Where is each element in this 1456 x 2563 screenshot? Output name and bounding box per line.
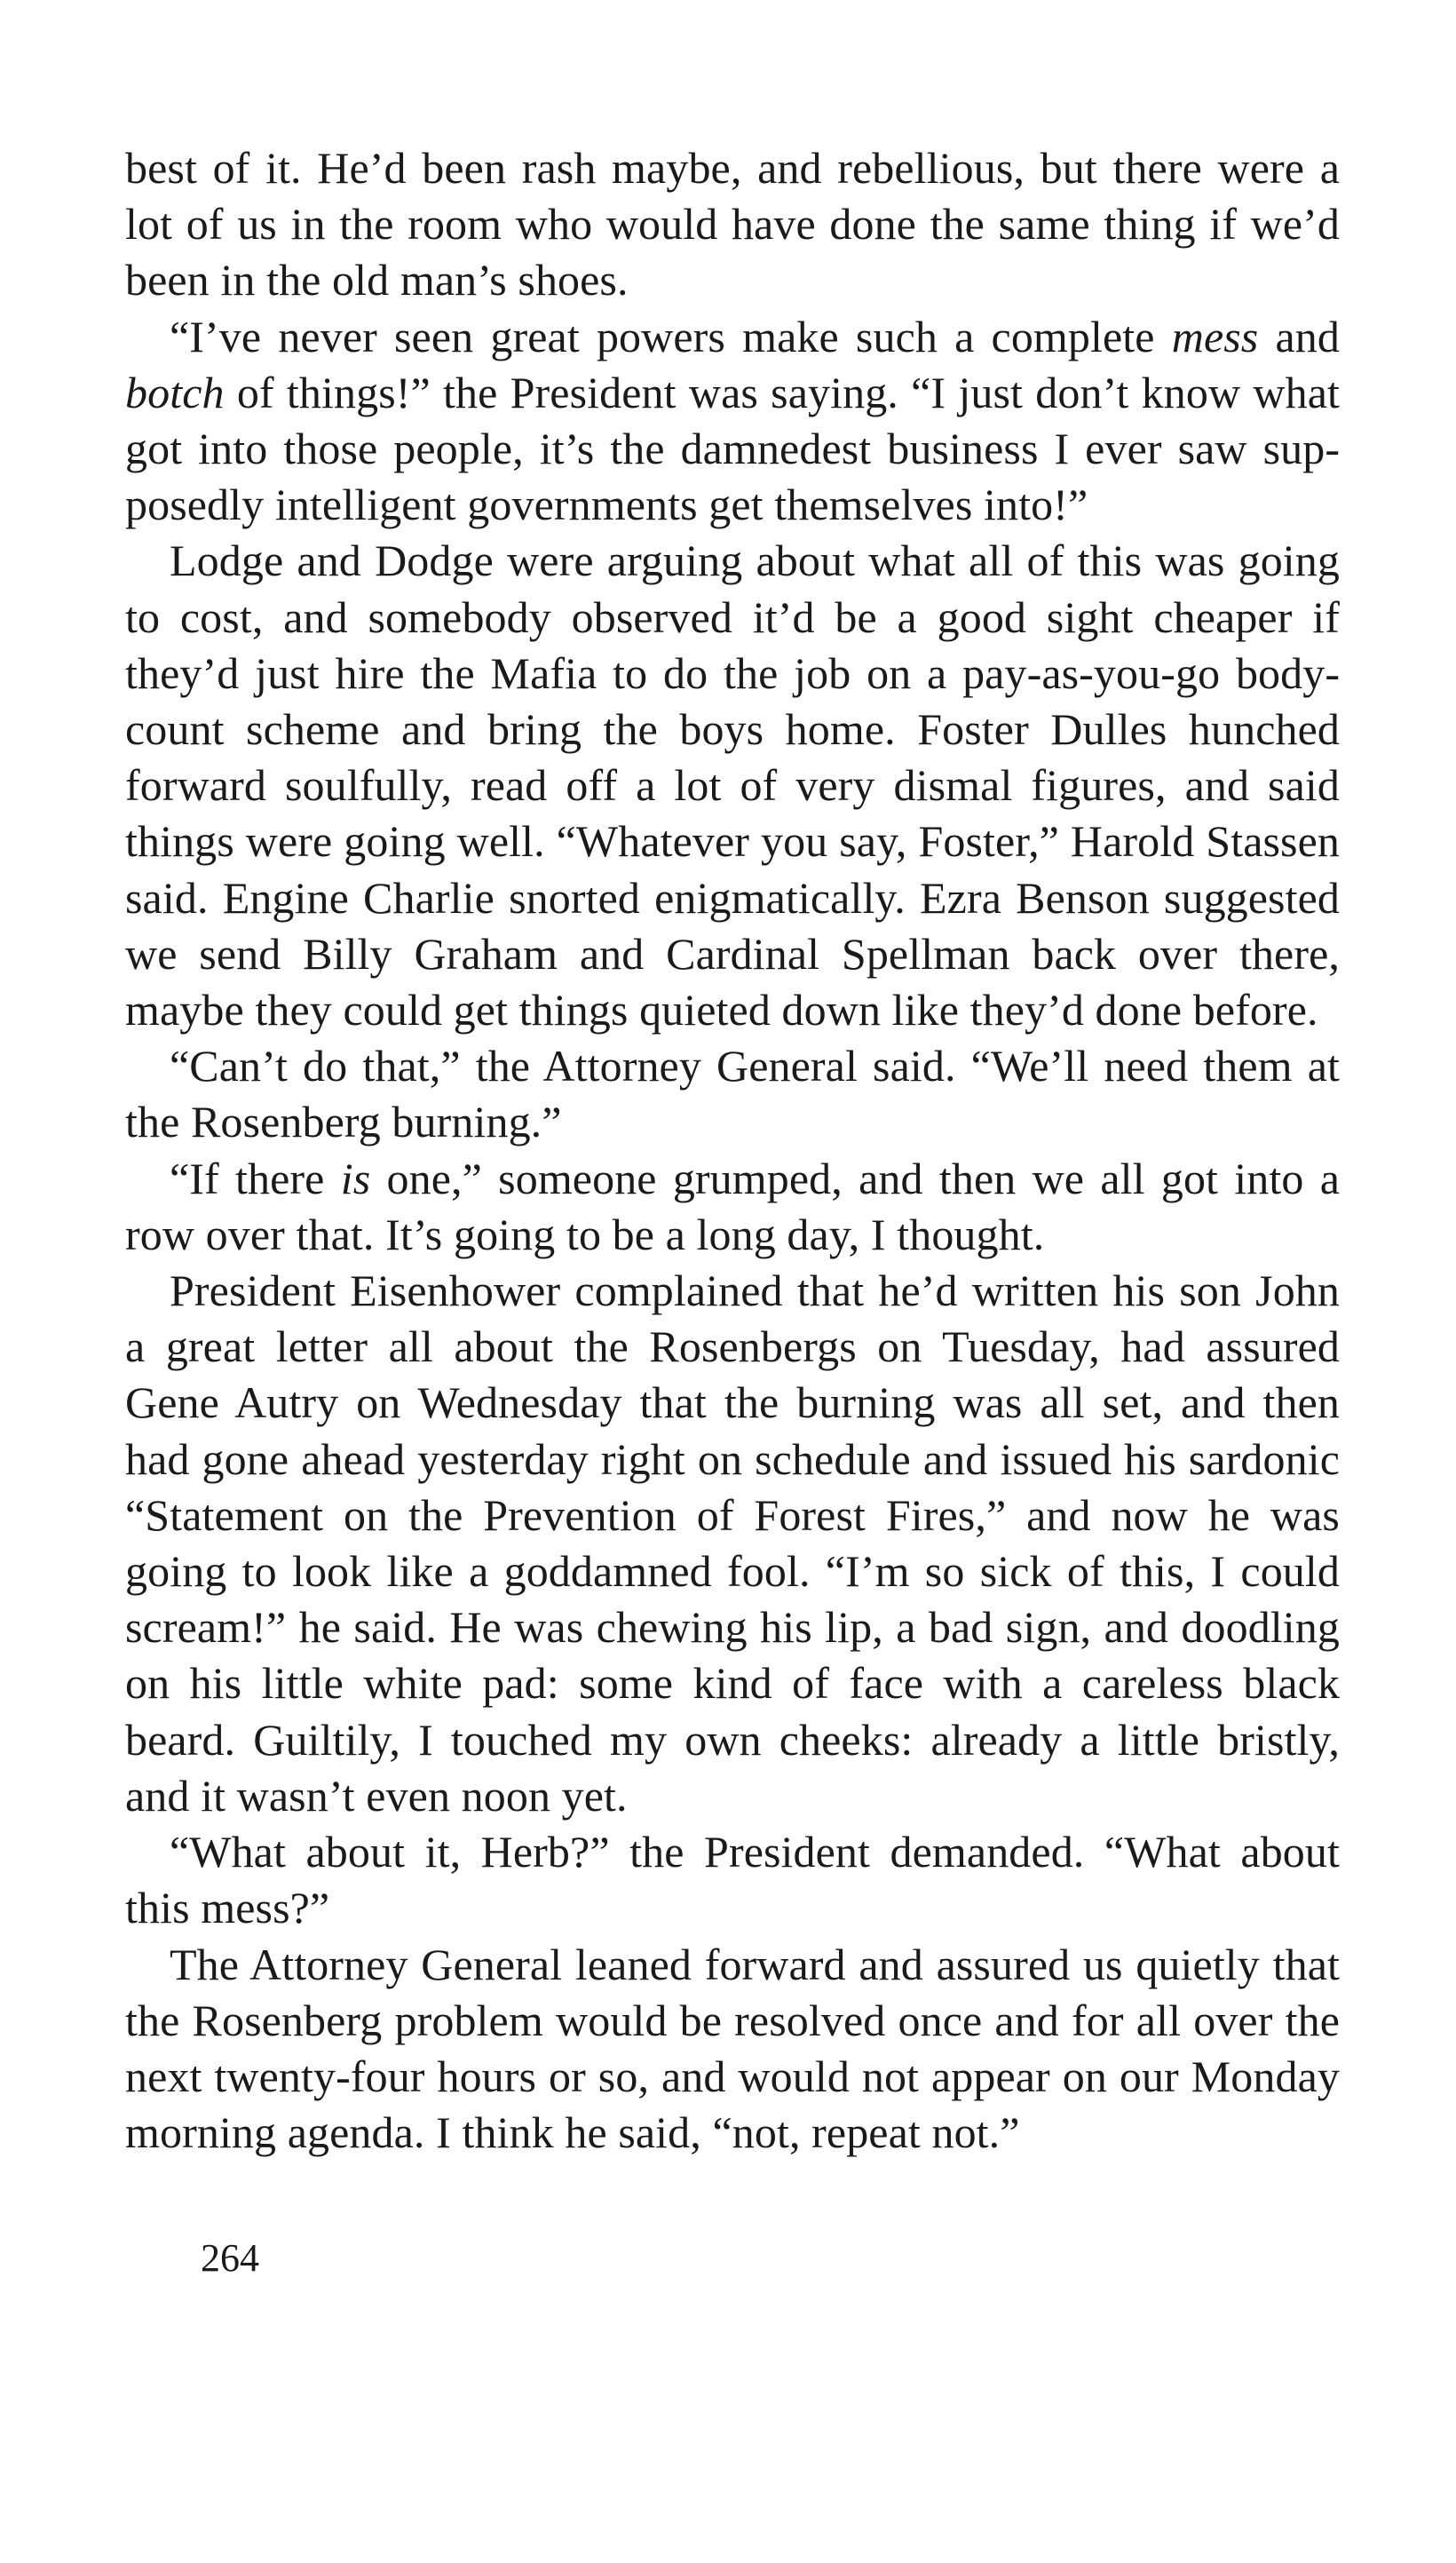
body-text xyxy=(125,140,1340,2161)
paragraph-8 xyxy=(125,1937,1340,2162)
paragraph-2-text-c: of things!” the President was saying. “I just don’t know what got into those people, it’s the damnedest business I ever saw supposedly intelligent governments get themselves into!” xyxy=(125,367,1340,530)
paragraph-6-text: President Eisenhower complained that he’d written his son John a great letter all about the Rosenbergs on Tuesday, had assured Gene Autry on Wednesday that the burning was all set, and then had gone ahead yesterday right on schedule and issued his sardonic “Statement on the Prevention of Forest Fires,” and now he was going to look like a goddamned fool. “I’m so sick of this, I could scream!” he said. He was chewing his lip, a bad sign, and doodling on his little white pad: some kind of face with a careless black beard. Guiltily, I touched my own cheeks: already a little bristly, and it wasn’t even noon yet. xyxy=(125,1266,1340,1821)
paragraph-7-text: “What about it, Herb?” the President demanded. “What about this mess?” xyxy=(125,1827,1340,1933)
paragraph-4-text: “Can’t do that,” the Attorney General said. “We’ll need them at the Rosenberg burning.” xyxy=(125,1041,1340,1147)
paragraph-2 xyxy=(125,309,1340,534)
paragraph-8-text: The Attorney General leaned forward and assured us quietly that the Rosenberg problem would be resolved once and for all over the next twenty-four hours or so, and would not appear on our Monday morning agenda. I think he said, “not, repeat not.” xyxy=(125,1939,1340,2158)
paragraph-2-text-a: “I’ve never seen great powers make such a complete xyxy=(170,311,1172,361)
paragraph-2-italic-mess: mess xyxy=(1171,311,1259,361)
paragraph-3-text: Lodge and Dodge were arguing about what all of this was going to cost, and somebody observed it’d be a good sight cheaper if they’d just hire the Mafia to do the job on a pay-as-you-go bodycount scheme and bring the boys home. Foster Dulles hunched forward soulfully, read off a lot of very dismal figures, and said things were going well. “Whatever you say, Foster,” Harold Stassen said. Engine Charlie snorted enigmatically. Ezra Benson suggested we send Billy Graham and Cardinal Spellman back over there, maybe they could get things quieted down like they’d done before. xyxy=(125,536,1340,1036)
paragraph-4 xyxy=(125,1038,1340,1150)
paragraph-1 xyxy=(125,140,1340,309)
paragraph-7 xyxy=(125,1824,1340,1936)
paragraph-2-text-b: and xyxy=(1258,311,1341,361)
paragraph-5-italic-is: is xyxy=(340,1153,371,1203)
paragraph-6 xyxy=(125,1263,1340,1824)
paragraph-3 xyxy=(125,533,1340,1038)
paragraph-5-text-b: one,” someone grumped, and then we all got into a row over that. It’s going to be a long day, I thought. xyxy=(125,1153,1340,1259)
paragraph-5-text-a: “If there xyxy=(170,1153,341,1203)
page-number: 264 xyxy=(201,2236,259,2280)
paragraph-2-italic-botch: botch xyxy=(125,367,225,417)
paragraph-5 xyxy=(125,1151,1340,1263)
paragraph-1-text: best of it. He’d been rash maybe, and rebellious, but there were a lot of us in the room who would have done the same thing if we’d been in the old man’s shoes. xyxy=(125,143,1340,305)
